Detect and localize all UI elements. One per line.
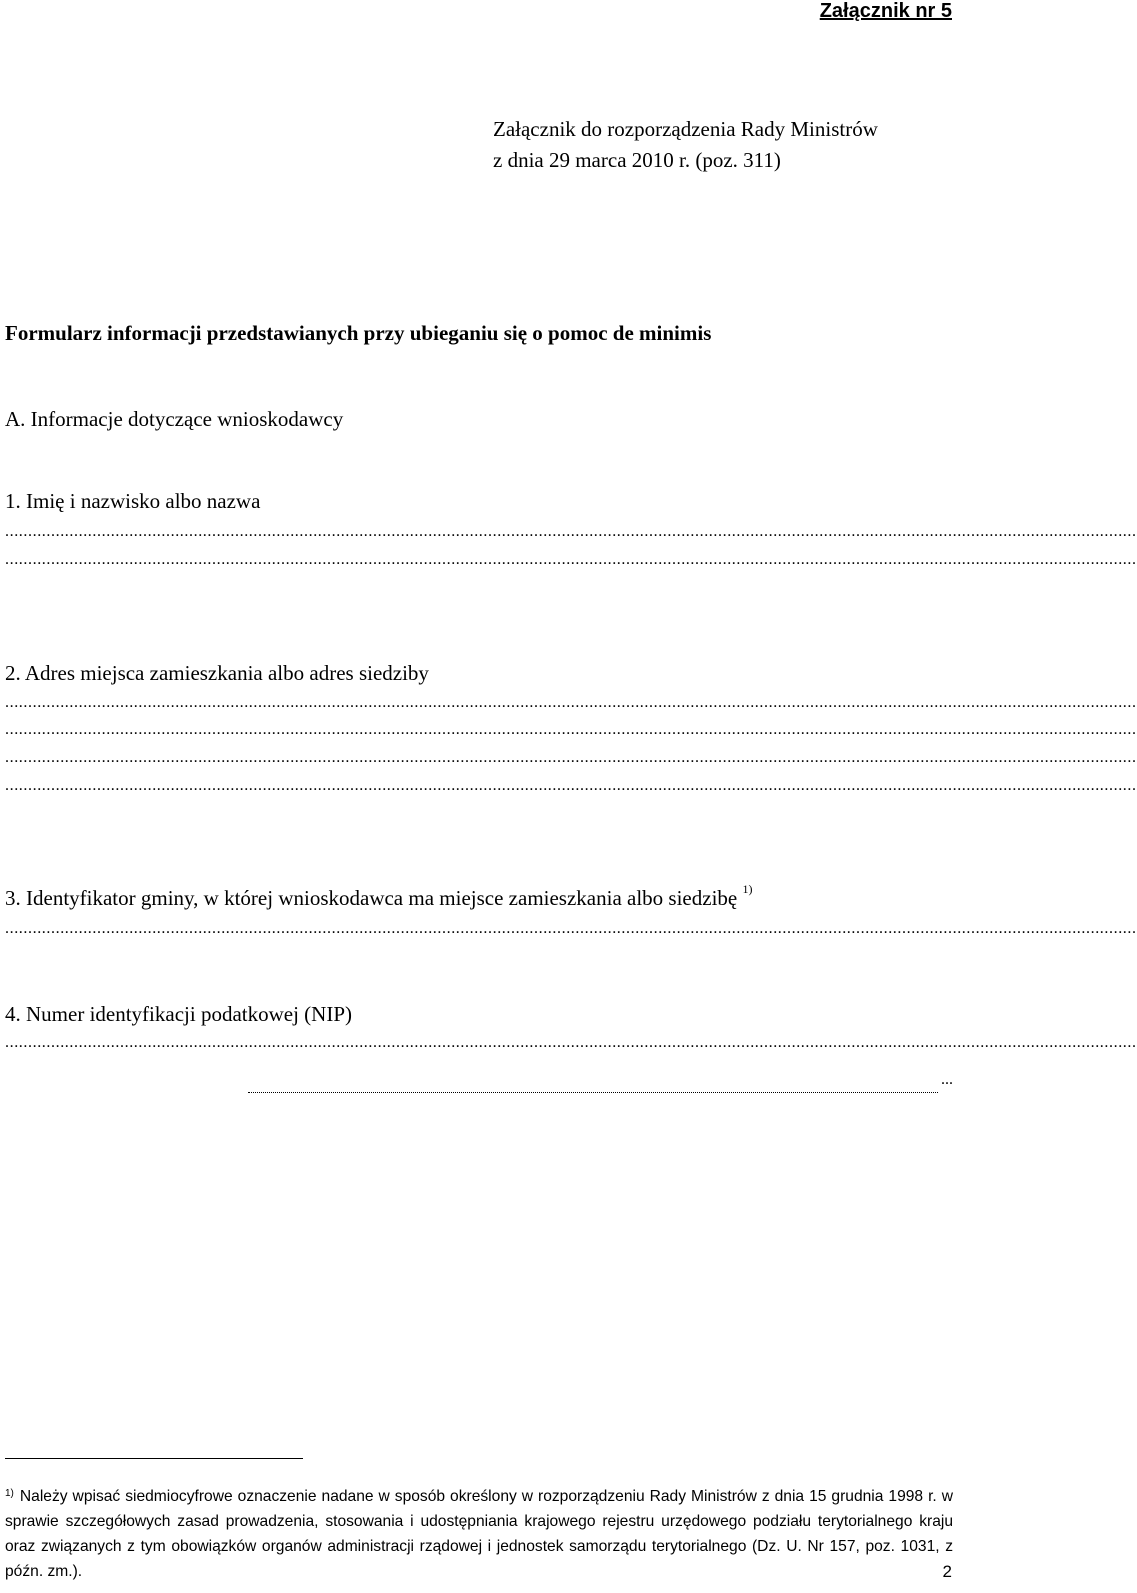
- field-4-line-1[interactable]: ......................................................................................................................................................................................................................................................: [5, 1034, 1137, 1051]
- field-1-label: 1. Imię i nazwisko albo nazwa: [5, 489, 261, 513]
- header-regulation-line: Załącznik do rozporządzenia Rady Ministrów: [493, 117, 878, 141]
- field-3-label-text: 3. Identyfikator gminy, w której wnioskodawca ma miejsce zamieszkania albo siedzibę: [5, 886, 738, 910]
- field-2-label: 2. Adres miejsca zamieszkania albo adres siedziby: [5, 661, 429, 685]
- field-2-line-3[interactable]: ......................................................................................................................................................................................................................................................: [5, 749, 1137, 766]
- footnote-text: Należy wpisać siedmiocyfrowe oznaczenie nadane w sposób określony w rozporządzeniu Rady Ministrów z dnia 15 grudnia 1998 r. w sprawie szczegółowych zasad prowadzenia, stosowania i udostępniania krajowego rejestru urzędowego podziału terytorialnego kraju oraz związanych z tym obowiązków organów administracji rządowej i jednostek samorządu terytorialnego (Dz. U. Nr 157, poz. 1031, z późn. zm.).: [5, 1488, 953, 1580]
- annex-label: Załącznik nr 5: [819, 0, 952, 22]
- field-4-line-2-end: ...: [941, 1071, 953, 1088]
- form-title: Formularz informacji przedstawianych przy ubieganiu się o pomoc de minimis: [5, 321, 712, 345]
- footnote: [5, 1484, 953, 1584]
- field-4-line-2[interactable]: [248, 1092, 938, 1093]
- field-3-label: [5, 882, 753, 911]
- footnote-separator: [5, 1458, 303, 1459]
- field-3-line-1[interactable]: ......................................................................................................................................................................................................................................................: [5, 920, 1137, 937]
- section-a-title: A. Informacje dotyczące wnioskodawcy: [5, 407, 344, 431]
- field-2-line-2[interactable]: ......................................................................................................................................................................................................................................................: [5, 721, 1137, 738]
- header-date-line: z dnia 29 marca 2010 r. (poz. 311): [493, 148, 781, 172]
- field-1-line-2[interactable]: ......................................................................................................................................................................................................................................................: [5, 551, 1137, 568]
- footnote-reference: 1): [742, 882, 753, 896]
- field-4-label: 4. Numer identyfikacji podatkowej (NIP): [5, 1002, 352, 1026]
- field-1-line-1[interactable]: ......................................................................................................................................................................................................................................................: [5, 523, 1137, 540]
- page-number: 2: [942, 1562, 952, 1581]
- field-2-line-4[interactable]: ......................................................................................................................................................................................................................................................: [5, 777, 1137, 794]
- field-2-line-1[interactable]: ......................................................................................................................................................................................................................................................: [5, 694, 1137, 711]
- footnote-mark: 1): [5, 1488, 14, 1499]
